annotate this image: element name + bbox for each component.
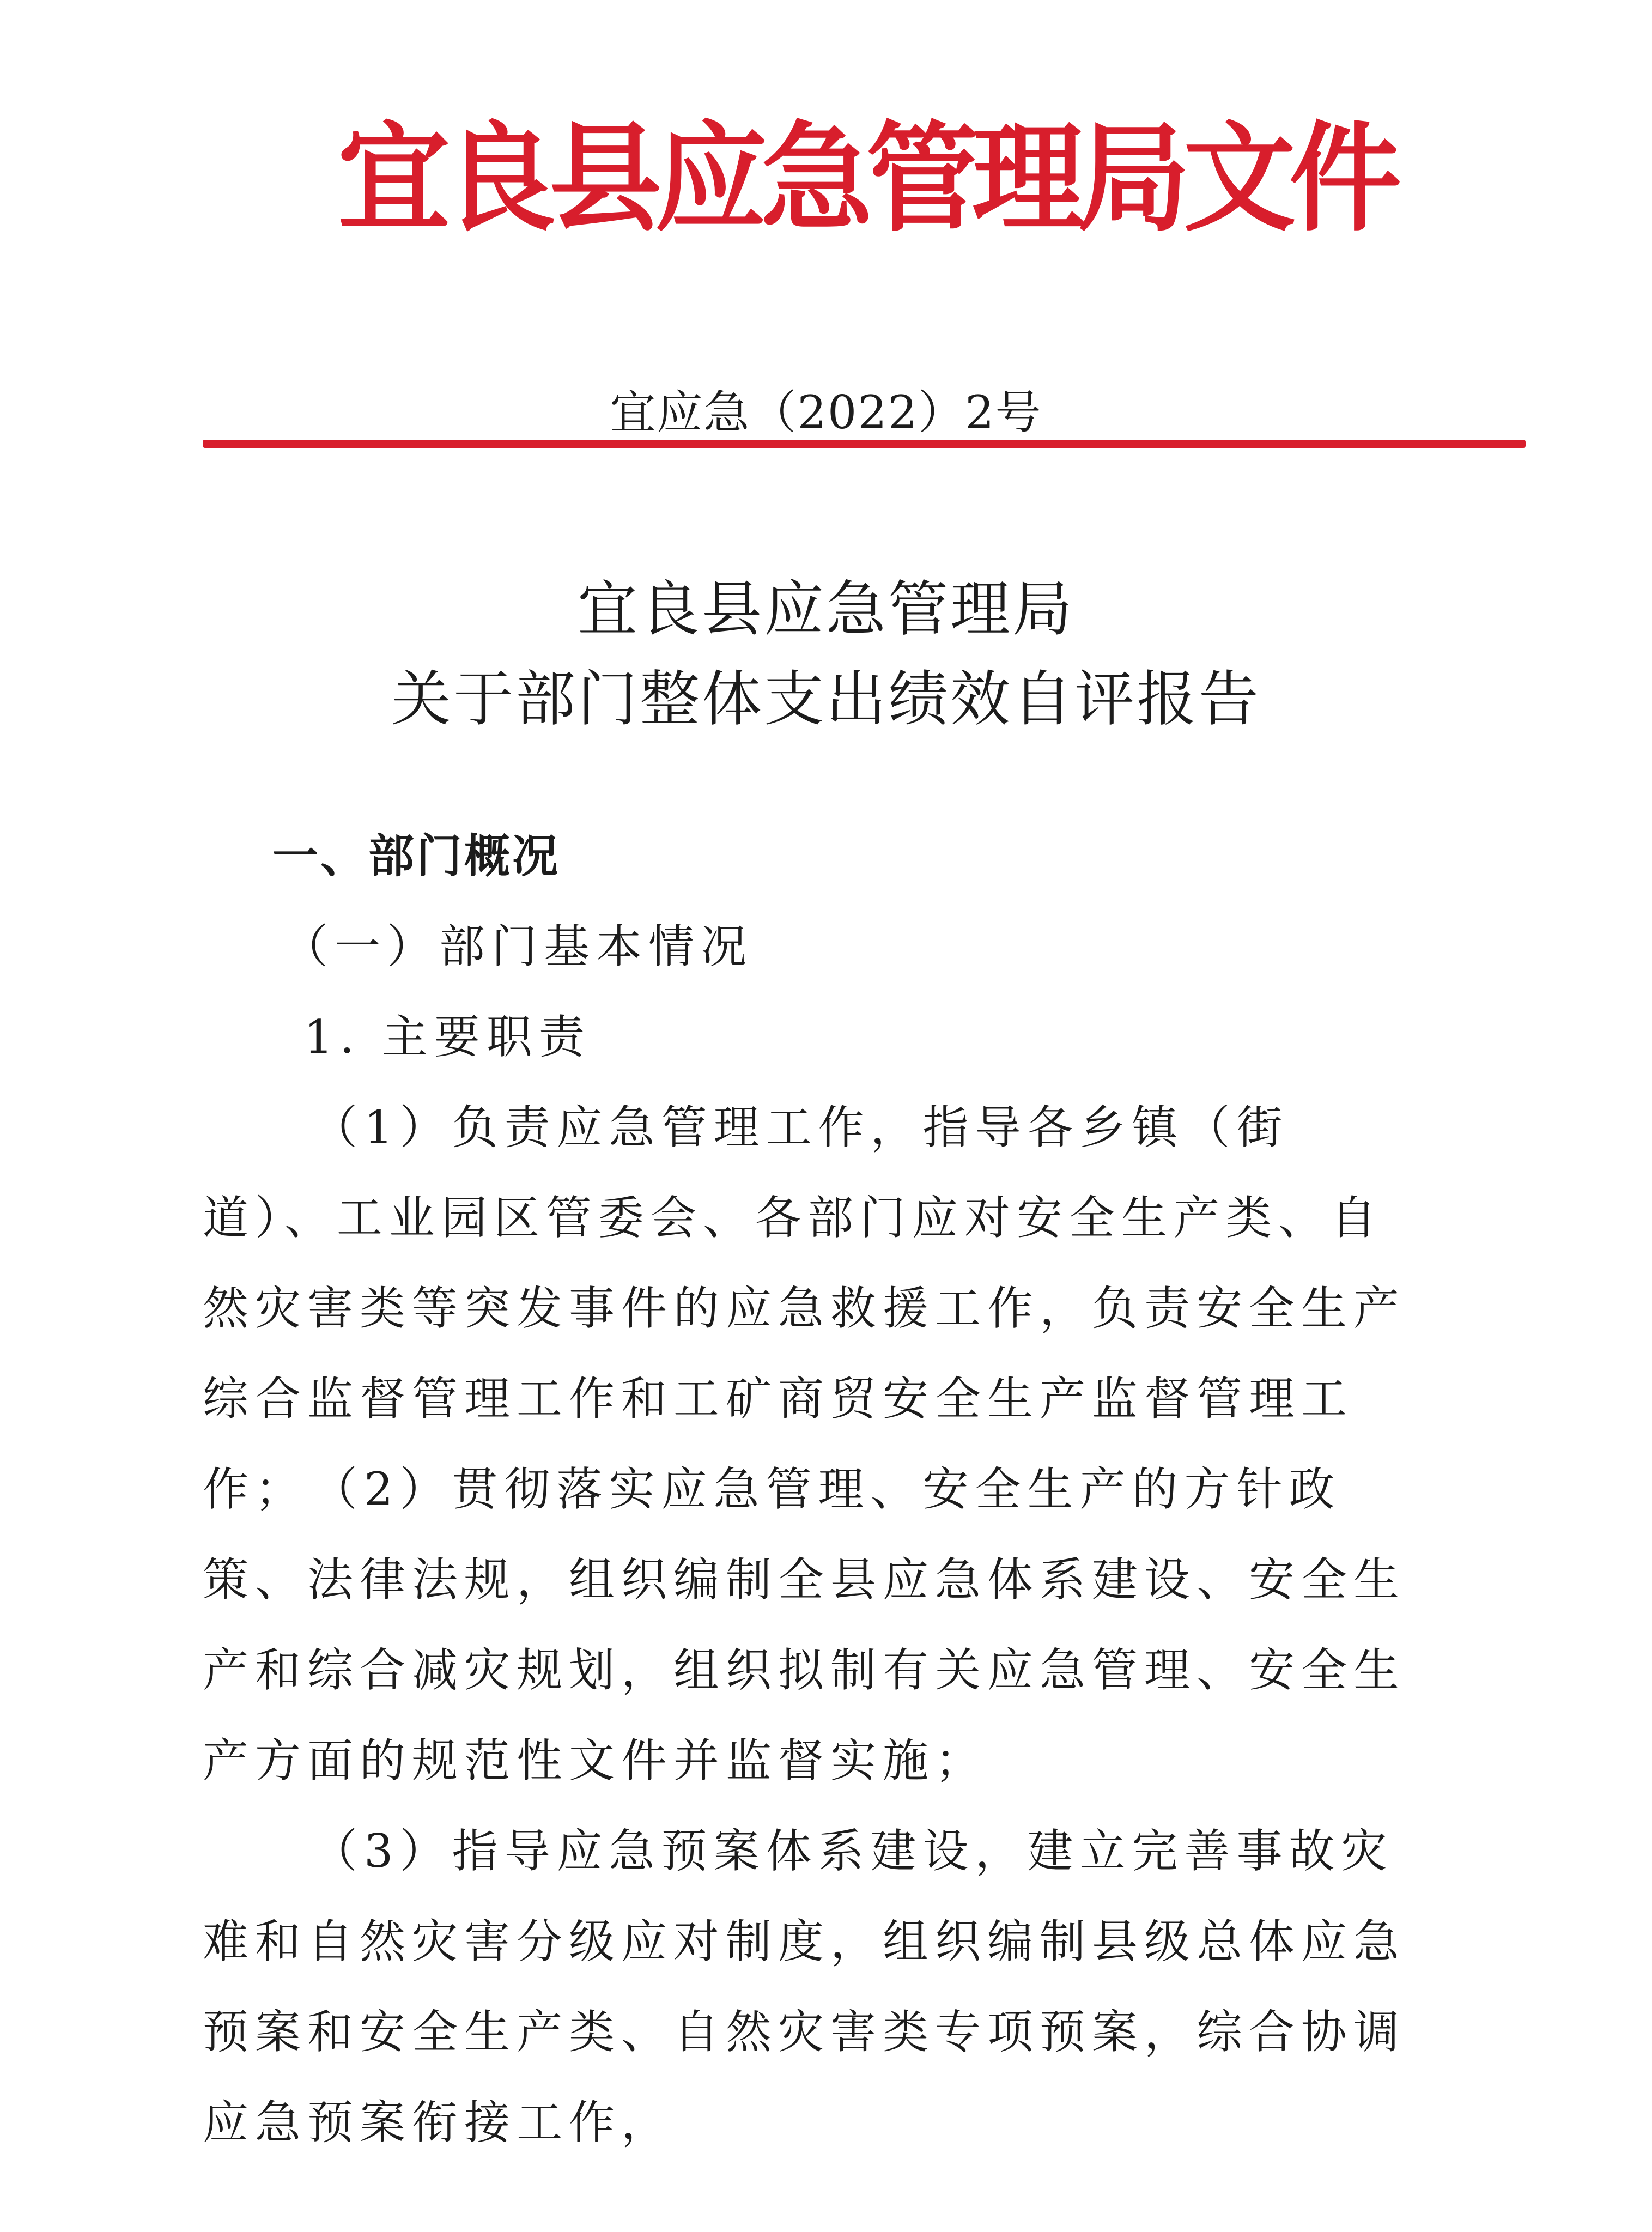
report-title-line-1: 宜良县应急管理局 [578, 574, 1074, 644]
duty-paragraph-1-text: （1）负责应急管理工作，指导各乡镇（街道）、工业园区管委会、各部门应对安全生产类、自然灾害类等突发事件的应急救援工作，负责安全生产综合监督管理工作和工矿商贸安全生产监督管理工作； [203, 1101, 1406, 1516]
subsection-heading [203, 901, 1420, 992]
masthead-title: 宜良县应急管理局文件 [338, 110, 1395, 248]
item-heading [203, 992, 1420, 1082]
item-heading-text: 1. 主要职责 [304, 1010, 591, 1064]
duty-paragraph-3 [203, 1806, 1420, 2168]
duty-paragraph-3-text: （3）指导应急预案体系建设，建立完善事故灾难和自然灾害分级应对制度，组织编制县级总体应急预案和安全生产类、自然灾害类专项预案，综合协调应急预案衔接工作， [203, 1824, 1406, 2149]
duty-paragraph-2 [203, 1444, 1420, 1806]
duty-paragraph-2-text: （2）贯彻落实应急管理、安全生产的方针政策、法律法规，组织编制全县应急体系建设、安全生产和综合减灾规划，组织拟制有关应急管理、安全生产方面的规范性文件并监督实施； [203, 1463, 1406, 1787]
section-heading [203, 811, 1420, 901]
section-heading-text: 一、部门概况 [272, 829, 561, 883]
red-divider-line [203, 440, 1526, 448]
report-title-line-2: 关于部门整体支出绩效自评报告 [391, 664, 1261, 734]
subsection-heading-text: （一）部门基本情况 [282, 920, 754, 973]
document-number: 宜应急（2022）2号 [610, 386, 1042, 439]
